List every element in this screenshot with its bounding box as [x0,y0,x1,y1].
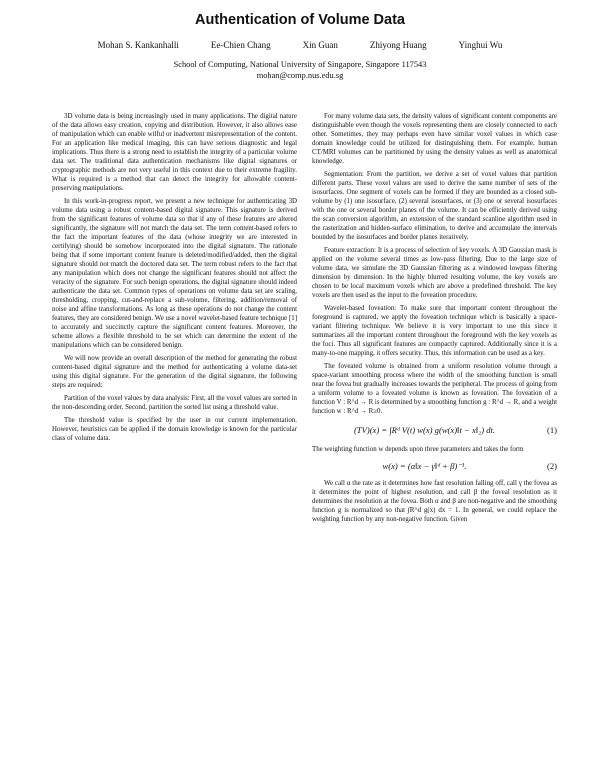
author-name: Ee-Chien Chang [210,40,271,50]
right-column [312,112,557,524]
equation-expression: w(x) = (α‖x − γ‖ᵈ + β)⁻¹. [382,461,467,471]
paper-title: Authentication of Volume Data [195,12,405,28]
equation-1 [312,426,557,435]
paragraph: Partition of the voxel values by data analysis: First, all the voxel values are sorted in the non-descending order. Second, partition the sorted list using a threshold value. [52,395,297,411]
equation-2 [312,462,557,471]
equation-number: (1) [546,425,557,435]
paragraph: The threshold value is specified by the user in our current implementation. However, heuristics can be applied if the domain knowledge is known for the particular class of volume data. [52,417,297,442]
equation-number: (2) [546,461,557,471]
affiliation-block [0,59,600,81]
author-name: Mohan S. Kankanhalli [97,40,179,50]
paragraph: The foveated volume is obtained from a uniform resolution volume through a space-variant smoothing process where the width of the smoothing function is small near the fovea but gradually increases towards the peripheral. The process of going from a uniform volume to a foveated volume is known as foveation. The foveation of a function V : R^d → R is determined by a smoothing function g : R^d → R, and a weight function w : R^d → R≥0. [312,363,557,415]
paragraph: Segmentation: From the partition, we derive a set of voxel values that partition different parts. These voxel values are used to derive the same number of sets of the isosurfaces. One segment of voxels can be formed if they are bounded as a closed sub-volume by (1) one isosurface, (2) several isosurfaces, or (3) one or several isosurfaces with the one or several border planes of the volume. It can be efficiently derived using the scan conversion algorithm, an extension of the standard scanline algorithm used in the rasterization and hidden-surface elimination, to derive and accumulate the intervals bounded by the isosurfaces and border planes iteratively. [312,171,557,241]
equation-expression: (TV)(x) = ∫Rᵈ V(t) w(x) g(w(x)‖t − x‖₂) dt. [353,425,496,435]
author-name: Xin Guan [302,40,338,50]
paragraph: 3D volume data is being increasingly used in many applications. The digital nature of the data allows easy creation, copying and distribution. However, it also allows ease of manipulation which can enable wilful or inadvertent misrepresentation of the content. For an application like medical imaging, this can have serious diagnostic and legal implications. Thus there is a strong need to establish the integrity of a particular volume data set. The traditional data authentication mechanisms like digital signatures or cryptographic methods are not very useful in this context due to their extreme fragility. What is required is a method that can detect the integrity for allowable content-preserving manipulations. [52,113,297,192]
paragraph: Wavelet-based foveation: To make sure that important content throughout the foreground is captured, we apply the foveation technique which is basically a space-variant filtering technique. We believe it is very important to use this since it summarizes all the important content throughout the foreground with the key voxels as the foci. Thus all significant features are compactly captured. Additionally since it is a many-to-one mapping, it offers security. Thus, this information can be used as a key. [312,305,557,357]
author-list [0,40,600,50]
paragraph: We will now provide an overall description of the method for generating the robust content-based digital signature and the method for authenticating a volume data-set using this digital signature. For the generation of the digital signature, the following steps are required: [52,355,297,389]
affiliation: School of Computing, National University of Singapore, Singapore 117543 [173,60,427,69]
author-name: Zhiyong Huang [369,40,427,50]
email: mohan@comp.nus.edu.sg [256,71,344,80]
author-name: Yinghui Wu [458,40,503,50]
paragraph: Feature extraction: It is a process of selection of key voxels. A 3D Gaussian mask is applied on the volume several times as low-pass filtering. Due to the large size of volume data, we simulate the 3D Gaussian filtering as a windowed lowpass filtering dimension by dimension. In the highly blurred resulting volume, the key voxels are chosen to be local maximum voxels which are above a predefined threshold. The key voxels are then used as the input to the foveation procedure. [312,247,557,299]
paragraph: In this work-in-progress report, we present a new technique for authenticating 3D volume data using a robust content-based digital signature. This signature is derived from the significant features of volume data so that if any of these features are altered significantly, the signature will not match the data set. The term content-based refers to the fact the important features of the data (whose integrity we are interested in certifying) should be somehow incorporated into the digital signature. The rationale being that if some important content feature is deleted/modified/added, then the digital signature should not match the doctored data set. The term robust refers to the fact that any manipulation which does not change the significant features should not affect the veracity of the signature. For such benign operations, the digital signature should indeed authenticate the data set. Common types of operations on volume data set are scaling, thresholding, cropping, cut-and-replace a sub-volume, filtering, addition/removal of noise and affine transformations. As long as these operations do not change the content features, they are considered benign. We use a novel wavelet-based feature technique [1] to accurately and succinctly capture the significant content features. Moreover, the scheme allows a flexible threshold to be set which can determine the extent of the manipulations which can be considered benign. [52,198,297,349]
left-column [52,112,297,443]
paragraph: The weighting function w depends upon three parameters and takes the form [312,446,524,453]
paragraph: We call α the rate as it determines how fast resolution falling off, call γ the fovea as it determines the point of highest resolution, and call β the foveal resolution as it determines the resolution at the fovea. Both α and β are non-negative and the smoothing function g is normalized so that ∫R^d g(x) dx = 1. In general, we could replace the weighting function by any non-negative function. Given [312,480,557,523]
paragraph: For many volume data sets, the density values of significant content components are distinguishable even though the voxels representing them are closely connected to each other. Sometimes, they may perhaps even have similar voxel values in which case domain knowledge could be utilized for distinguishing them. For example, human CT/MRI volumes can be partitioned by using the density values as well as anatomical knowledge. [312,113,557,165]
